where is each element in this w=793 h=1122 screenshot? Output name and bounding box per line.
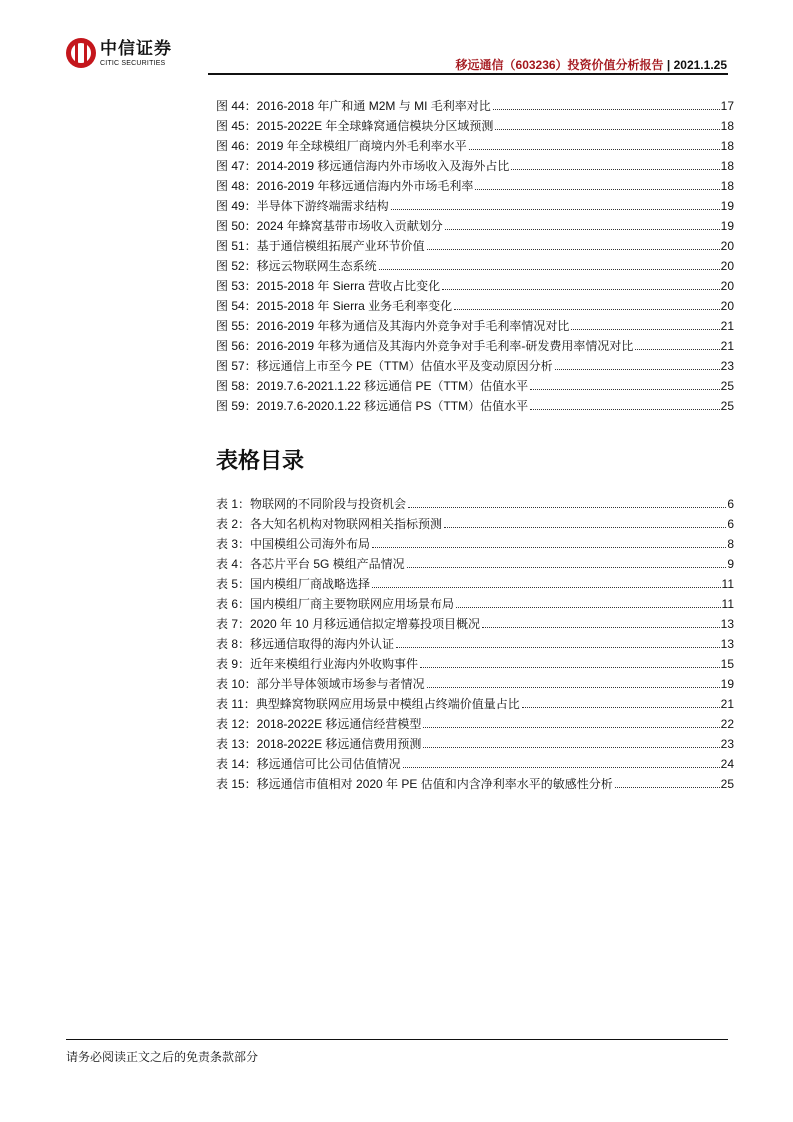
toc-page-number: 25 — [720, 379, 734, 393]
table-toc-entry[interactable] — [216, 514, 734, 534]
dot-leader — [445, 229, 720, 230]
toc-entry-label: 表 12：2018-2022E 移远通信经营模型 — [216, 717, 422, 731]
figure-toc-entry[interactable] — [216, 136, 734, 156]
toc-page-number: 11 — [721, 597, 734, 611]
table-toc-entry[interactable] — [216, 674, 734, 694]
table-toc-entry[interactable] — [216, 714, 734, 734]
toc-page-number: 18 — [720, 139, 734, 153]
toc-page-number: 20 — [720, 239, 734, 253]
dot-leader — [456, 607, 721, 608]
toc-page-number: 21 — [720, 697, 734, 711]
toc-entry-label: 表 11：典型蜂窝物联网应用场景中模组占终端价值量占比 — [216, 697, 520, 711]
toc-page-number: 13 — [720, 637, 734, 651]
toc-page-number: 9 — [727, 557, 734, 571]
citic-logo-icon — [66, 38, 96, 68]
dot-leader — [530, 389, 720, 390]
toc-page-number: 13 — [720, 617, 734, 631]
dot-leader — [379, 269, 720, 270]
table-toc-entry[interactable] — [216, 754, 734, 774]
toc-entry-label: 图 58：2019.7.6-2021.1.22 移远通信 PE（TTM）估值水平 — [216, 379, 529, 393]
figure-toc-entry[interactable] — [216, 316, 734, 336]
dot-leader — [427, 249, 720, 250]
dot-leader — [407, 567, 727, 568]
toc-entry-label: 表 4：各芯片平台 5G 模组产品情况 — [216, 557, 405, 571]
toc-entry-label: 表 13：2018-2022E 移远通信费用预测 — [216, 737, 422, 751]
figure-index — [216, 96, 734, 416]
toc-page-number: 15 — [720, 657, 734, 671]
toc-entry-label: 表 10：部分半导体领域市场参与者情况 — [216, 677, 425, 691]
dot-leader — [372, 547, 726, 548]
toc-page-number: 19 — [720, 677, 734, 691]
table-toc-entry[interactable] — [216, 554, 734, 574]
table-toc-entry[interactable] — [216, 534, 734, 554]
dot-leader — [615, 787, 720, 788]
dot-leader — [511, 169, 719, 170]
toc-entry-label: 表 14：移远通信可比公司估值情况 — [216, 757, 401, 771]
figure-toc-entry[interactable] — [216, 116, 734, 136]
figure-toc-entry[interactable] — [216, 216, 734, 236]
toc-entry-label: 图 56：2016-2019 年移为通信及其海内外竞争对手毛利率-研发费用率情况对比 — [216, 339, 634, 353]
report-header — [456, 56, 727, 73]
figure-toc-entry[interactable] — [216, 396, 734, 416]
toc-entry-label: 图 53：2015-2018 年 Sierra 营收占比变化 — [216, 279, 441, 293]
figure-toc-entry[interactable] — [216, 276, 734, 296]
dot-leader — [469, 149, 720, 150]
toc-entry-label: 图 46：2019 年全球模组厂商境内外毛利率水平 — [216, 139, 467, 153]
toc-entry-label: 图 54：2015-2018 年 Sierra 业务毛利率变化 — [216, 299, 453, 313]
toc-entry-label: 图 57：移远通信上市至今 PE（TTM）估值水平及变动原因分析 — [216, 359, 553, 373]
toc-entry-label: 表 7：2020 年 10 月移远通信拟定增募投项目概况 — [216, 617, 481, 631]
toc-entry-label: 图 44：2016-2018 年广和通 M2M 与 MI 毛利率对比 — [216, 99, 491, 113]
toc-page-number: 6 — [727, 517, 734, 531]
footer-divider — [66, 1039, 728, 1040]
dot-leader — [408, 507, 726, 508]
dot-leader — [522, 707, 720, 708]
toc-page-number: 18 — [720, 159, 734, 173]
table-toc-entry[interactable] — [216, 594, 734, 614]
dot-leader — [493, 109, 720, 110]
toc-page-number: 20 — [720, 259, 734, 273]
toc-page-number: 11 — [721, 577, 734, 591]
toc-page-number: 22 — [720, 717, 734, 731]
toc-page-number: 23 — [720, 737, 734, 751]
toc-entry-label: 图 51：基于通信模组拓展产业环节价值 — [216, 239, 425, 253]
header-divider — [208, 73, 728, 75]
toc-entry-label: 图 47：2014-2019 移远通信海内外市场收入及海外占比 — [216, 159, 510, 173]
toc-page-number: 20 — [720, 299, 734, 313]
dot-leader — [396, 647, 720, 648]
toc-page-number: 24 — [720, 757, 734, 771]
figure-toc-entry[interactable] — [216, 296, 734, 316]
toc-entry-label: 图 55：2016-2019 年移为通信及其海内外竞争对手毛利率情况对比 — [216, 319, 570, 333]
citic-logo — [66, 38, 172, 68]
dot-leader — [454, 309, 720, 310]
toc-page-number: 25 — [720, 777, 734, 791]
footer-disclaimer: 请务必阅读正文之后的免责条款部分 — [66, 1050, 259, 1064]
figure-toc-entry[interactable] — [216, 356, 734, 376]
figure-toc-entry[interactable] — [216, 96, 734, 116]
table-toc-entry[interactable] — [216, 574, 734, 594]
table-toc-entry[interactable] — [216, 774, 734, 794]
dot-leader — [442, 289, 720, 290]
toc-entry-label: 表 8：移远通信取得的海内外认证 — [216, 637, 395, 651]
toc-page-number: 21 — [720, 319, 734, 333]
dot-leader — [475, 189, 719, 190]
tables-section-title: 表格目录 — [216, 448, 305, 473]
dot-leader — [482, 627, 720, 628]
logo-name-cn: 中信证券 — [100, 38, 172, 58]
toc-entry-label: 表 5：国内模组厂商战略选择 — [216, 577, 371, 591]
toc-page-number: 23 — [720, 359, 734, 373]
toc-page-number: 18 — [720, 179, 734, 193]
toc-page-number: 8 — [727, 537, 734, 551]
toc-page-number: 6 — [727, 497, 734, 511]
dot-leader — [420, 667, 720, 668]
header-separator: | — [666, 58, 671, 72]
dot-leader — [423, 727, 719, 728]
figure-toc-entry[interactable] — [216, 256, 734, 276]
dot-leader — [635, 349, 719, 350]
dot-leader — [444, 527, 726, 528]
toc-entry-label: 表 9：近年来模组行业海内外收购事件 — [216, 657, 419, 671]
report-date: 2021.1.25 — [673, 58, 727, 72]
toc-page-number: 18 — [720, 119, 734, 133]
dot-leader — [555, 369, 720, 370]
dot-leader — [571, 329, 719, 330]
table-toc-entry[interactable] — [216, 634, 734, 654]
dot-leader — [372, 587, 721, 588]
table-toc-entry[interactable] — [216, 654, 734, 674]
toc-entry-label: 表 15：移远通信市值相对 2020 年 PE 估值和内含净利率水平的敏感性分析 — [216, 777, 613, 791]
toc-entry-label: 图 52：移远云物联网生态系统 — [216, 259, 377, 273]
toc-page-number: 17 — [720, 99, 734, 113]
toc-page-number: 21 — [720, 339, 734, 353]
toc-page-number: 19 — [720, 199, 734, 213]
toc-page-number: 20 — [720, 279, 734, 293]
table-index — [216, 494, 734, 794]
table-toc-entry[interactable] — [216, 734, 734, 754]
dot-leader — [423, 747, 719, 748]
toc-entry-label: 表 2：各大知名机构对物联网相关指标预测 — [216, 517, 443, 531]
toc-entry-label: 表 3：中国模组公司海外布局 — [216, 537, 371, 551]
figure-toc-entry[interactable] — [216, 336, 734, 356]
toc-entry-label: 表 6：国内模组厂商主要物联网应用场景布局 — [216, 597, 455, 611]
toc-entry-label: 表 1：物联网的不同阶段与投资机会 — [216, 497, 407, 511]
dot-leader — [403, 767, 720, 768]
toc-entry-label: 图 45：2015-2022E 年全球蜂窝通信模块分区域预测 — [216, 119, 494, 133]
figure-toc-entry[interactable] — [216, 176, 734, 196]
figure-toc-entry[interactable] — [216, 376, 734, 396]
toc-page-number: 25 — [720, 399, 734, 413]
report-title: 移远通信（603236）投资价值分析报告 — [455, 58, 664, 72]
table-toc-entry[interactable] — [216, 614, 734, 634]
toc-page-number: 19 — [720, 219, 734, 233]
toc-entry-label: 图 48：2016-2019 年移远通信海内外市场毛利率 — [216, 179, 474, 193]
figure-toc-entry[interactable] — [216, 236, 734, 256]
dot-leader — [391, 209, 720, 210]
figure-toc-entry[interactable] — [216, 156, 734, 176]
dot-leader — [530, 409, 720, 410]
figure-toc-entry[interactable] — [216, 196, 734, 216]
toc-entry-label: 图 49：半导体下游终端需求结构 — [216, 199, 389, 213]
dot-leader — [427, 687, 720, 688]
table-toc-entry[interactable] — [216, 494, 734, 514]
toc-entry-label: 图 59：2019.7.6-2020.1.22 移远通信 PS（TTM）估值水平 — [216, 399, 529, 413]
toc-entry-label: 图 50：2024 年蜂窝基带市场收入贡献划分 — [216, 219, 443, 233]
table-toc-entry[interactable] — [216, 694, 734, 714]
logo-name-en: CITIC SECURITIES — [100, 59, 166, 67]
dot-leader — [495, 129, 719, 130]
